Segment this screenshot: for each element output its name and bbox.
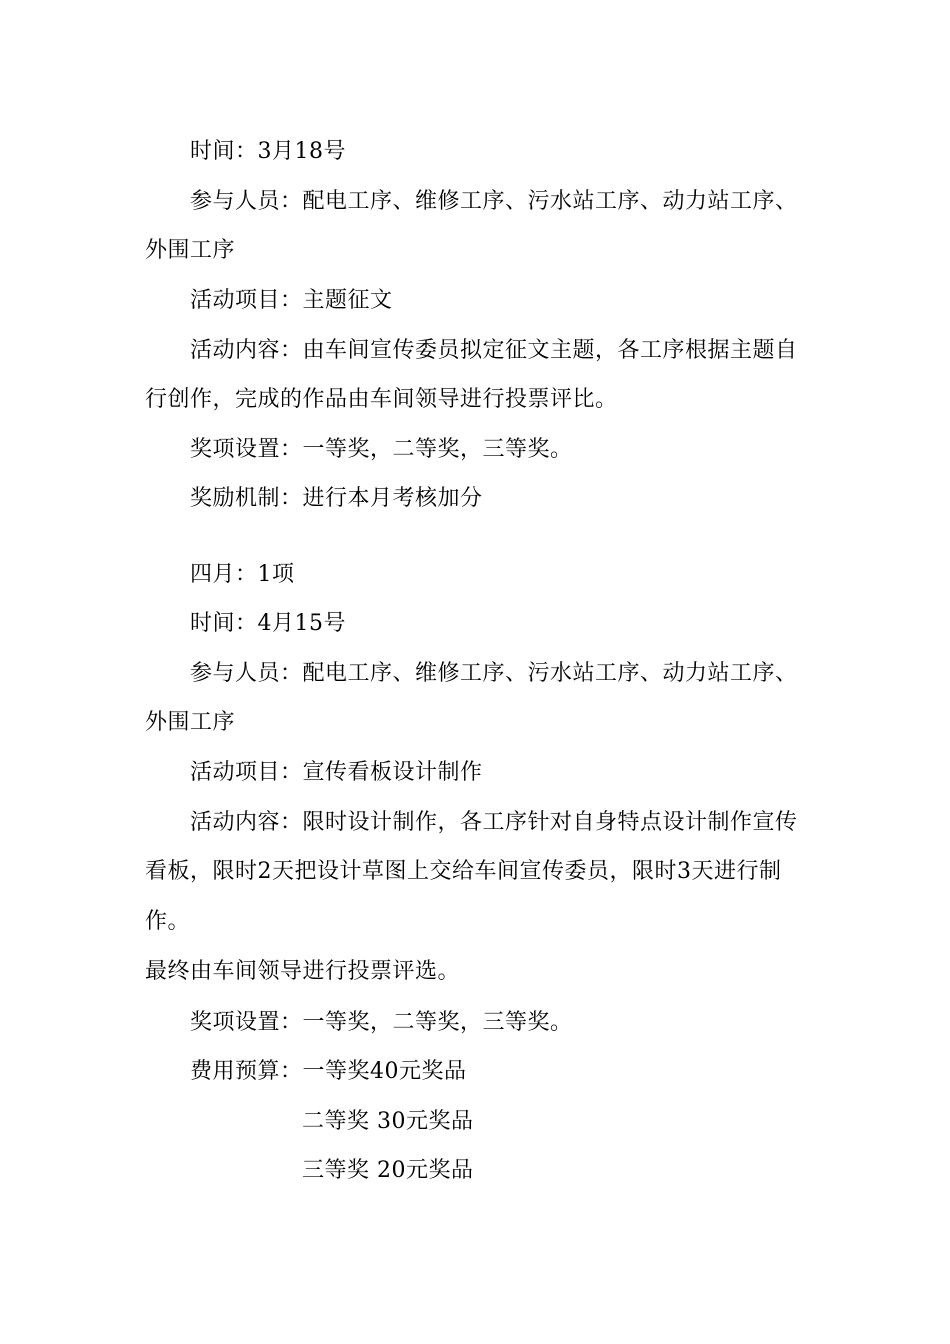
budget-line-2: 二等奖 30元奖品 — [302, 1109, 474, 1134]
content-line-1: 活动内容：由车间宣传委员拟定征文主题，各工序根据主题自 — [190, 338, 798, 363]
participants-line-2: 外围工序 — [145, 238, 236, 263]
time-line-april: 时间：4月15号 — [190, 611, 346, 636]
april-heading: 四月：1项 — [190, 562, 295, 587]
project-line-april: 活动项目：宣传看板设计制作 — [190, 760, 483, 785]
budget-line-1: 费用预算：一等奖40元奖品 — [190, 1059, 467, 1084]
content-line-1-april: 活动内容：限时设计制作，各工序针对自身特点设计制作宣传 — [190, 810, 798, 835]
awards-line-march: 奖项设置：一等奖，二等奖，三等奖。 — [190, 437, 573, 462]
awards-line-april: 奖项设置：一等奖，二等奖，三等奖。 — [190, 1010, 573, 1035]
content-line-3-april: 作。 — [145, 909, 191, 934]
participants-line-1: 参与人员：配电工序、维修工序、污水站工序、动力站工序、 — [190, 189, 798, 214]
content-line-4-april: 最终由车间领导进行投票评选。 — [145, 959, 461, 984]
incentive-line: 奖励机制：进行本月考核加分 — [190, 486, 483, 511]
time-line-march: 时间：3月18号 — [190, 139, 346, 164]
content-line-2-april: 看板，限时2天把设计草图上交给车间宣传委员，限时3天进行制 — [145, 859, 782, 884]
participants-line-2-april: 外围工序 — [145, 710, 236, 735]
budget-line-3: 三等奖 20元奖品 — [302, 1158, 474, 1183]
participants-line-1-april: 参与人员：配电工序、维修工序、污水站工序、动力站工序、 — [190, 661, 798, 686]
content-line-2: 行创作，完成的作品由车间领导进行投票评比。 — [145, 387, 618, 412]
project-line-march: 活动项目：主题征文 — [190, 288, 393, 313]
